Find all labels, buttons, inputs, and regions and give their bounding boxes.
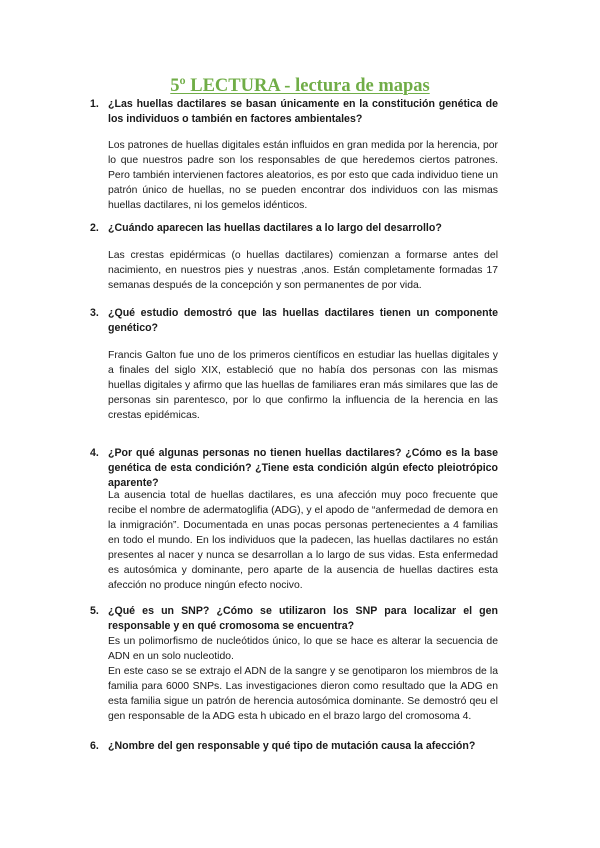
answer-5-paragraph-1: Es un polimorfismo de nucleótidos único, lo que se hace es alterar la secuencia de ADN en un solo nucleotido. [108, 636, 498, 662]
answer-3-paragraph-1: Francis Galton fue uno de los primeros científicos en estudiar las huellas digitales y a finales del siglo XIX, estableció que no había dos personas con las mismas huellas digitales y afirmo que las huellas de familiares eran más similares que las de personas sin parentesco, por lo que confirmo la influencia de la herencia en las crestas epidémicas. [108, 350, 498, 421]
question-3-number: 3. [90, 307, 99, 319]
question-4-text: ¿Por qué algunas personas no tienen huellas dactilares? ¿Cómo es la base genética de esta condición? ¿Tiene esta condición algún efecto pleiotrópico aparente? [108, 447, 498, 489]
question-2-number: 2. [90, 222, 99, 234]
question-5-text: ¿Qué es un SNP? ¿Cómo se utilizaron los SNP para localizar el gen responsable y en qué cromosoma se encuentra? [108, 605, 498, 632]
answer-5 [108, 634, 498, 724]
question-3-text: ¿Qué estudio demostró que las huellas dactilares tienen un componente genético? [108, 307, 498, 334]
answer-4-paragraph-1: La ausencia total de huellas dactilares, es una afección muy poco frecuente que recibe el nombre de adermatoglifia (ADG), y el apodo de “anfermedad de demora en la inmigración”. Documentada en unas pocas personas pertenecientes a 4 familias en todo el mundo. En los individuos que la padecen, las huellas dactilares no están presentes al nacer y nunca se desarrollan a lo largo de sus vidas. Esta enfermedad es autosómica y dominante, pero aparte de la ausencia de huellas dactires esta afección no produce ningún efecto nocivo. [108, 490, 498, 591]
question-5-number: 5. [90, 605, 99, 617]
answer-3 [108, 348, 498, 423]
answer-4 [108, 488, 498, 593]
answer-2-paragraph-1: Las crestas epidérmicas (o huellas dactilares) comienzan a formarse antes del nacimiento, en nuestros pies y nuestras ,anos. Están completamente formadas 17 semanas después de la concepción y son permanentes de por vida. [108, 250, 498, 291]
question-6-number: 6. [90, 740, 99, 752]
answer-5-paragraph-2: En este caso se se extrajo el ADN de la sangre y se genotiparon los miembros de la familia para 6000 SNPs. Las investigaciones dieron como resultado que la ADG en esta familia sigue un patrón de herencia autosómica dominante. Se demostró qeu el gen responsable de la ADG esta h ubicado en el brazo largo del cromosoma 4. [108, 666, 498, 722]
answer-2 [108, 248, 498, 293]
answer-1-paragraph-1: Los patrones de huellas digitales están influidos en gran medida por la herencia, por lo que nuestros padre son los responsables de que heredemos ciertos patrones. Pero también intervienen factores aleatorios, es por esto que cada individuo tiene un patrón único de huellas, no se pueden encontrar dos individuos con las mismas huellas dactilares, ni los gemelos idénticos. [108, 140, 498, 211]
question-4-number: 4. [90, 447, 99, 459]
page-title: 5º LECTURA - lectura de mapas [170, 76, 430, 96]
question-1-number: 1. [90, 98, 99, 110]
question-6-text: ¿Nombre del gen responsable y qué tipo de mutación causa la afección? [108, 740, 476, 752]
question-2-text: ¿Cuándo aparecen las huellas dactilares a lo largo del desarrollo? [108, 222, 442, 234]
answer-1 [108, 138, 498, 213]
question-1-text: ¿Las huellas dactilares se basan únicamente en la constitución genética de los individuos o también en factores ambientales? [108, 98, 498, 125]
